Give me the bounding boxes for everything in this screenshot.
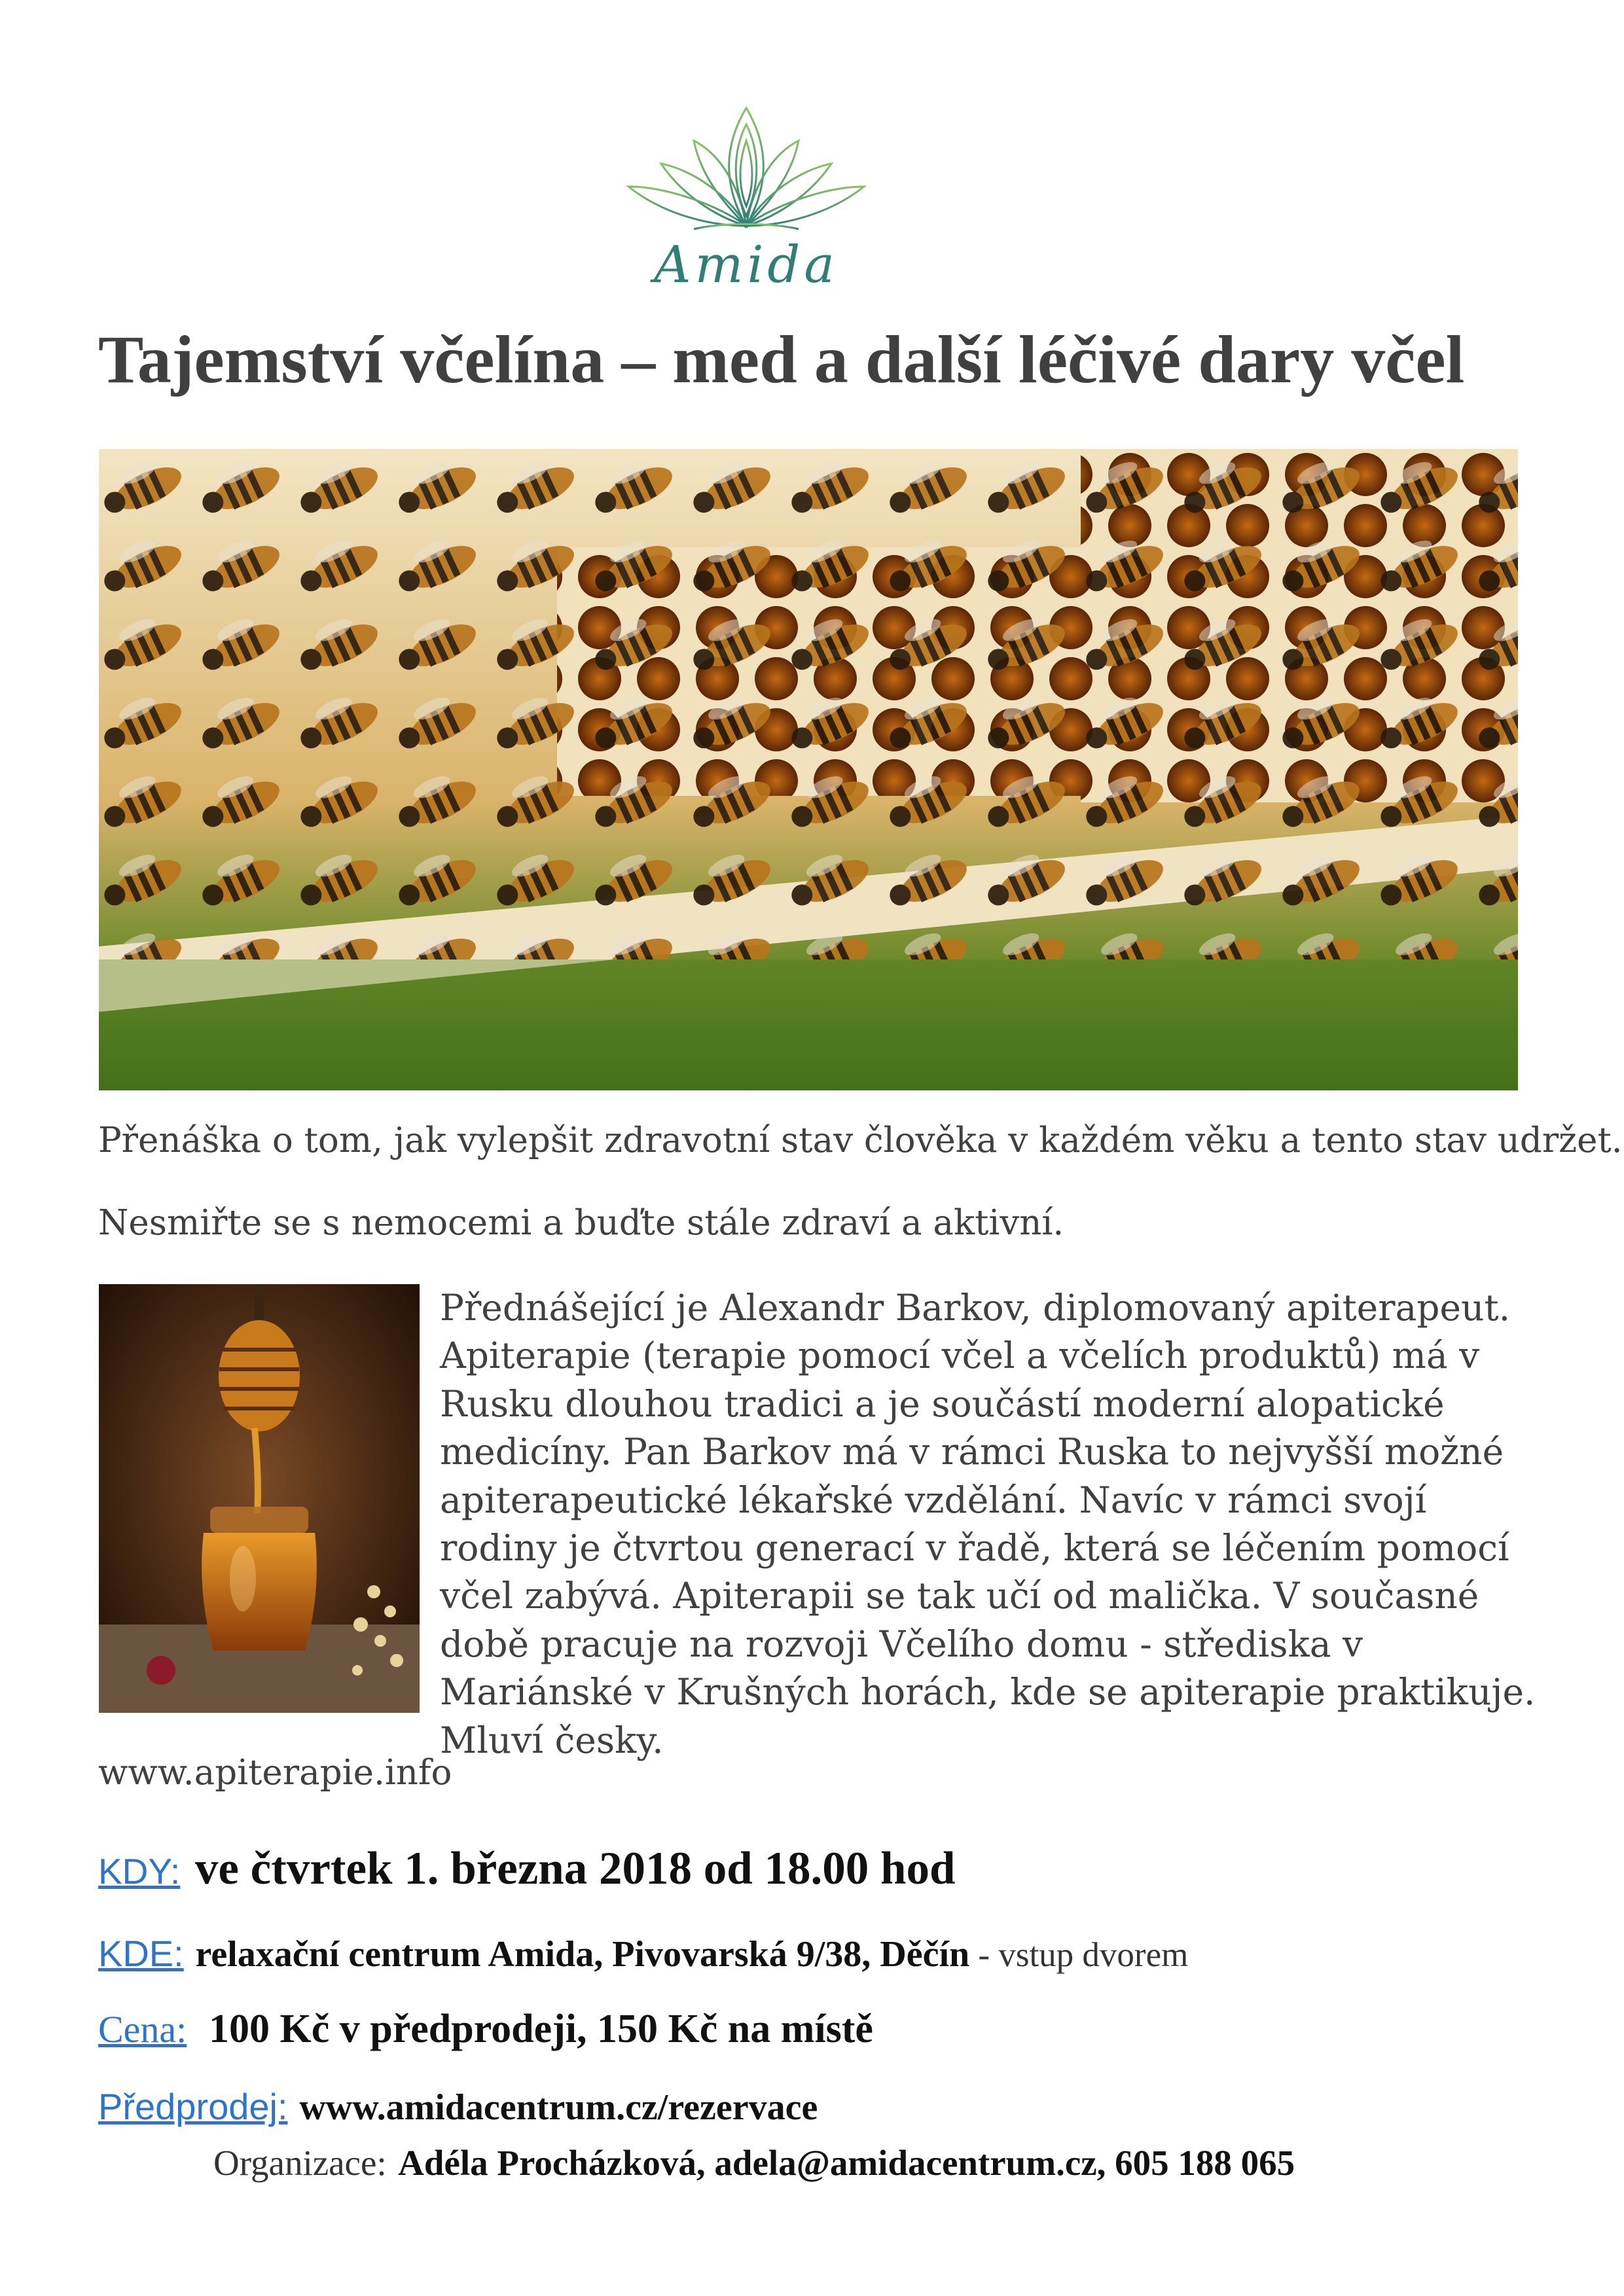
presale-label[interactable]: Předprodej: <box>98 2086 288 2127</box>
organizer-value: Adéla Procházková, adela@amidacentrum.cz, 605 188 065 <box>398 2143 1295 2183</box>
organizer-label: Organizace: <box>213 2143 387 2183</box>
organizer-row <box>213 2142 1295 2183</box>
price-row <box>98 2004 873 2053</box>
speaker-bio: Přednášející je Alexandr Barkov, diplomovaný apiterapeut. Apiterapie (terapie pomocí včel a včelích produktů) má v Rusku dlouhou tradici a je součástí moderní alopatické medicíny. Pan Barkov má v rámci Ruska to nejvyšší možné apiterapeutické lékařské vzdělání. Navíc v rámci svojí rodiny je čtvrtou generací v řadě, která se léčením pomocí včel zabývá. Apiterapii se tak učí od malička. V současné době pracuje na rozvoji Včelího domu - střediska v Mariánské v Krušných horách, kde se apiterapie praktikuje. Mluví česky. <box>440 1287 1536 1761</box>
price-label[interactable]: Cena: <box>98 2008 187 2051</box>
bees-honeycomb-image <box>99 449 1518 1090</box>
when-label[interactable]: KDY: <box>98 1851 181 1892</box>
where-note: - vstup dvorem <box>969 1936 1189 1974</box>
presale-row <box>98 2085 818 2128</box>
honey-jar-image <box>99 1284 420 1713</box>
when-value: ve čtvrtek 1. března 2018 od 18.00 hod <box>194 1843 956 1894</box>
where-row <box>98 1932 1188 1975</box>
where-label[interactable]: KDE: <box>98 1933 184 1974</box>
price-value: 100 Kč v předprodeji, 150 Kč na místě <box>209 2007 873 2051</box>
page-title: Tajemství včelína – med a další léčivé dary včel <box>98 322 1465 397</box>
amida-logo <box>615 101 877 298</box>
intro-line-2: Nesmiřte se s nemocemi a buďte stále zdraví a aktivní. <box>98 1203 1064 1243</box>
lotus-icon <box>615 101 877 245</box>
when-row <box>98 1840 955 1895</box>
logo-text: Amida <box>654 236 839 295</box>
presale-link[interactable]: www.amidacentrum.cz/rezervace <box>299 2087 818 2128</box>
website-text: www.apiterapie.info <box>98 1753 452 1793</box>
intro-line-1: Přenáška o tom, jak vylepšit zdravotní stav člověka v každém věku a tento stav udržet. <box>98 1121 1623 1160</box>
where-value: relaxační centrum Amida, Pivovarská 9/38, Děčín <box>195 1934 970 1975</box>
